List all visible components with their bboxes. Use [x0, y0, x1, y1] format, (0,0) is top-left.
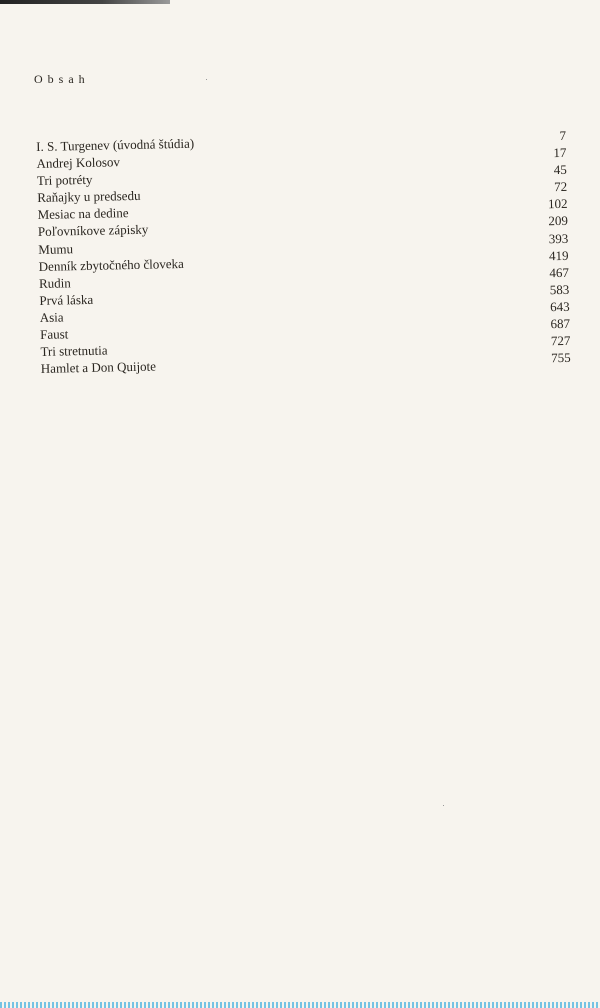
table-of-contents: [36, 127, 571, 377]
toc-entry-title: Asia: [39, 309, 64, 325]
toc-entry-title: Poľovníkove zápisky: [37, 222, 149, 240]
toc-entry-title: Tri potréty: [36, 172, 93, 189]
toc-entry-title: I. S. Turgenev (úvodná štúdia): [36, 135, 195, 154]
paper-speck: [443, 805, 444, 806]
bottom-edge-border: [0, 1002, 600, 1008]
toc-entry-title: Mesiac na dedine: [37, 205, 129, 223]
toc-entry-page: 727: [550, 332, 571, 349]
toc-entry-page: 583: [549, 281, 570, 298]
toc-entry-page: 102: [547, 196, 568, 212]
toc-entry-page: 72: [553, 179, 568, 195]
toc-entry-title: Denník zbytočného človeka: [38, 255, 184, 274]
toc-entry-page: 393: [548, 230, 569, 246]
toc-entry-page: 45: [553, 162, 567, 178]
toc-entry-page: 687: [550, 315, 571, 332]
toc-entry-title: Andrej Kolosov: [36, 154, 121, 172]
toc-entry-title: Raňajky u predsedu: [37, 188, 141, 206]
page-title: Obsah: [34, 72, 90, 86]
toc-entry-page: 643: [549, 298, 570, 315]
toc-entry-page: 17: [553, 144, 567, 161]
toc-entry-page: 7: [559, 127, 567, 144]
toc-entry-title: Hamlet a Don Quijote: [40, 358, 157, 377]
paper-speck: [206, 79, 207, 80]
toc-entry-title: Prvá láska: [39, 291, 94, 308]
toc-entry-page: 209: [548, 213, 569, 229]
toc-entry-title: Mumu: [38, 240, 74, 257]
toc-entry-page: 419: [548, 247, 569, 263]
top-edge-rule: [0, 0, 170, 4]
toc-entry-title: Tri stretnutia: [40, 342, 108, 360]
toc-entry-page: 755: [551, 350, 571, 366]
toc-entry-title: Rudin: [38, 275, 71, 291]
toc-entry-title: Faust: [39, 326, 69, 342]
toc-entry-page: 467: [549, 264, 570, 281]
